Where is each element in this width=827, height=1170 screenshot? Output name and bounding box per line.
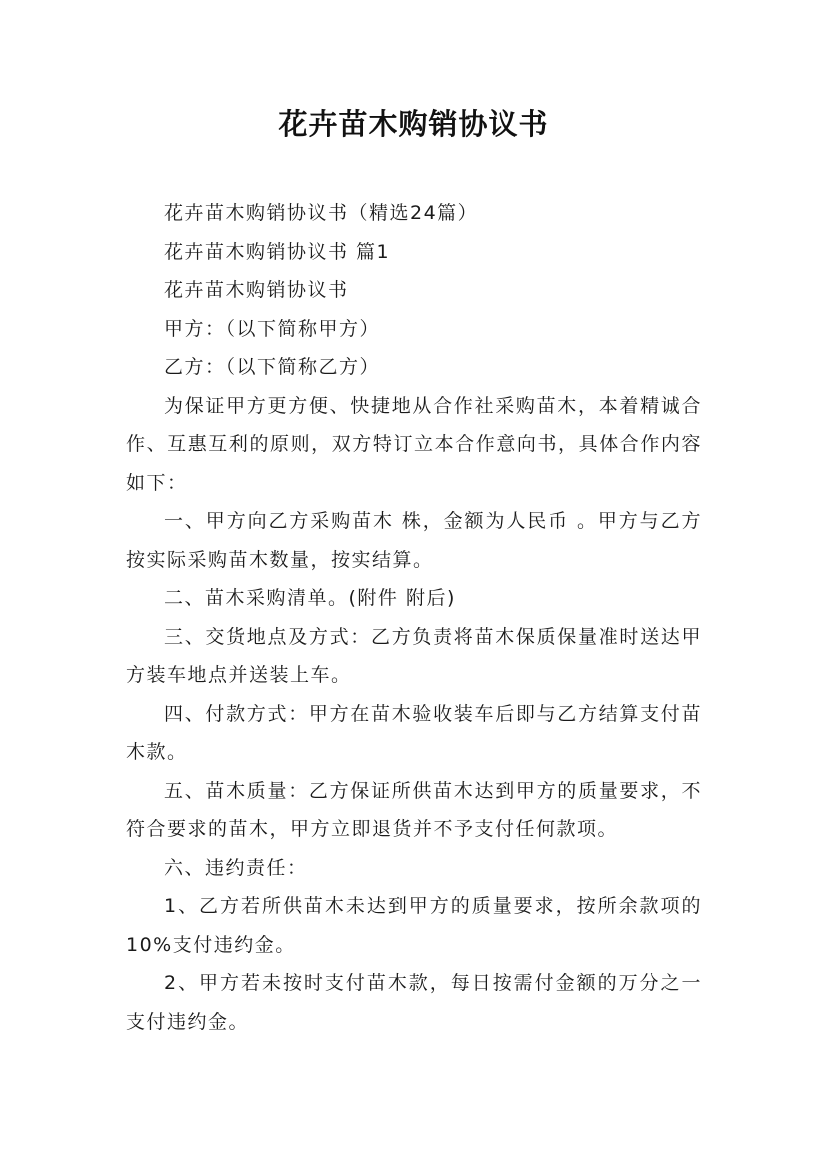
paragraph-preamble: 为保证甲方更方便、快捷地从合作社采购苗木，本着精诚合作、互惠互利的原则，双方特订立本合作意向书，具体合作内容如下： bbox=[126, 394, 702, 494]
paragraph-clause-4: 四、付款方式：甲方在苗木验收装车后即与乙方结算支付苗木款。 bbox=[126, 702, 702, 763]
paragraph-clause-1: 一、甲方向乙方采购苗木 株，金额为人民币 。甲方与乙方按实际采购苗木数量，按实结算。 bbox=[126, 510, 702, 571]
paragraph-clause-2: 二、苗木采购清单。(附件 附后) bbox=[164, 587, 456, 609]
paragraph-party-b: 乙方：（以下简称乙方） bbox=[164, 356, 381, 378]
document-title: 花卉苗木购销协议书 bbox=[278, 107, 549, 141]
paragraph-agreement-name: 花卉苗木购销协议书 bbox=[164, 279, 349, 301]
paragraph-clause-5: 五、苗木质量：乙方保证所供苗木达到甲方的质量要求，不符合要求的苗木，甲方立即退货并不予支付任何款项。 bbox=[126, 779, 702, 840]
paragraph-subtitle: 花卉苗木购销协议书（精选24篇） bbox=[164, 202, 479, 224]
paragraph-clause-3: 三、交货地点及方式：乙方负责将苗木保质保量准时送达甲方装车地点并送装上车。 bbox=[126, 625, 702, 686]
paragraph-clause-6: 六、违约责任： bbox=[164, 856, 308, 879]
paragraph-clause-6-item-2: 2、甲方若未按时支付苗木款，每日按需付金额的万分之一支付违约金。 bbox=[126, 972, 702, 1033]
document-body bbox=[126, 194, 702, 1041]
paragraph-section-heading: 花卉苗木购销协议书 篇1 bbox=[164, 240, 391, 263]
paragraph-clause-6-item-1: 1、乙方若所供苗木未达到甲方的质量要求，按所余款项的10%支付违约金。 bbox=[126, 895, 702, 956]
paragraph-party-a: 甲方：（以下简称甲方） bbox=[164, 317, 381, 340]
